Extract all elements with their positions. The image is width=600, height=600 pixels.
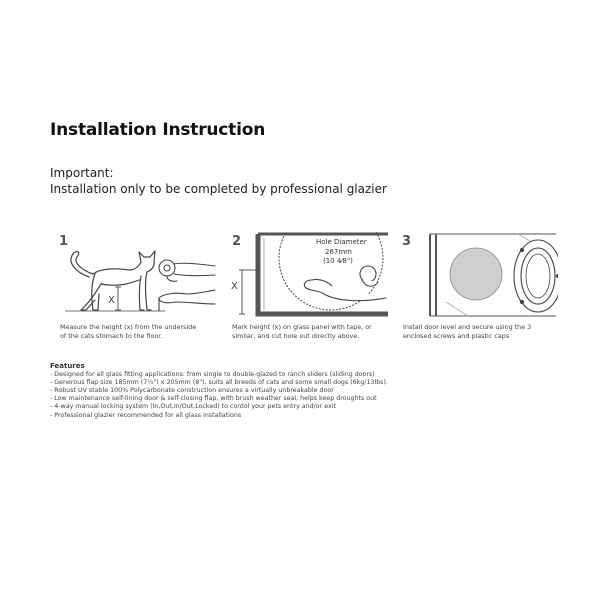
- step-3-illustration: [398, 232, 558, 320]
- feature-item: - 4-way manual locking system (In,Out,In/Out,Locked) to contol your pets entry and/or exit: [50, 403, 388, 411]
- step-1-caption-line: Measure the height (x) from the underside: [60, 323, 197, 331]
- features-section: [50, 362, 388, 420]
- step-1-caption-line: of the cats stomach to the floor.: [60, 332, 163, 340]
- height-x-label: X: [231, 281, 238, 292]
- hole-diameter-in: (10 4⁄8"): [323, 257, 353, 265]
- marking-hand-icon: [304, 266, 386, 301]
- step-3-caption-line: Install door level and secure using the 3: [403, 323, 532, 331]
- measure-x-label: X: [108, 295, 115, 306]
- step-3-caption-line: enclosed screws and plastic caps: [403, 332, 510, 340]
- features-list: [50, 371, 388, 420]
- feature-item: - Designed for all glass fitting applications: from single to double-glazed to ranch sliders (sliding doors): [50, 371, 388, 379]
- step-3-caption: [403, 323, 563, 341]
- features-heading: Features: [50, 362, 85, 370]
- glass-disc: [450, 248, 502, 300]
- page-title: Installation Instruction: [50, 120, 266, 140]
- measure-marker: [115, 287, 121, 310]
- feature-item: - Robust UV stable 100% Polycarbonate construction ensures a virtually unbreakable door: [50, 387, 388, 395]
- step-2-caption: [232, 323, 392, 341]
- step-1-illustration: [55, 232, 220, 320]
- feature-item: - Professional glazier recommended for all glass installations: [50, 412, 388, 420]
- height-marker: [239, 270, 258, 314]
- hole-diameter-label: Hole Diameter: [316, 238, 367, 246]
- feature-item: - Generous flap size 185mm (7¼") x 205mm (8"), suits all breeds of cats and some small dogs (6kg/13lbs).: [50, 379, 388, 387]
- important-text: Installation only to be completed by professional glazier: [50, 182, 387, 196]
- step-3-number: 3: [402, 234, 412, 249]
- important-notice: [50, 165, 387, 197]
- step-2-illustration: [228, 232, 393, 320]
- step-1-caption: [60, 323, 220, 341]
- step-2-caption-line: Mark height (x) on glass panel with tape, or: [232, 323, 372, 331]
- important-heading: Important:: [50, 166, 114, 180]
- hole-diameter-mm: 267mm: [325, 248, 352, 256]
- hand-tape-icon: [159, 260, 215, 311]
- step-2-caption-line: similar, and cut hole out directly above.: [232, 332, 360, 340]
- step-2-number: 2: [232, 234, 242, 249]
- feature-item: - Low maintenance self-lining door & self-closing flap, with brush weather seal, helps keep droughts out: [50, 395, 388, 403]
- step-1-number: 1: [59, 234, 69, 249]
- cat-door-icon: [514, 240, 558, 312]
